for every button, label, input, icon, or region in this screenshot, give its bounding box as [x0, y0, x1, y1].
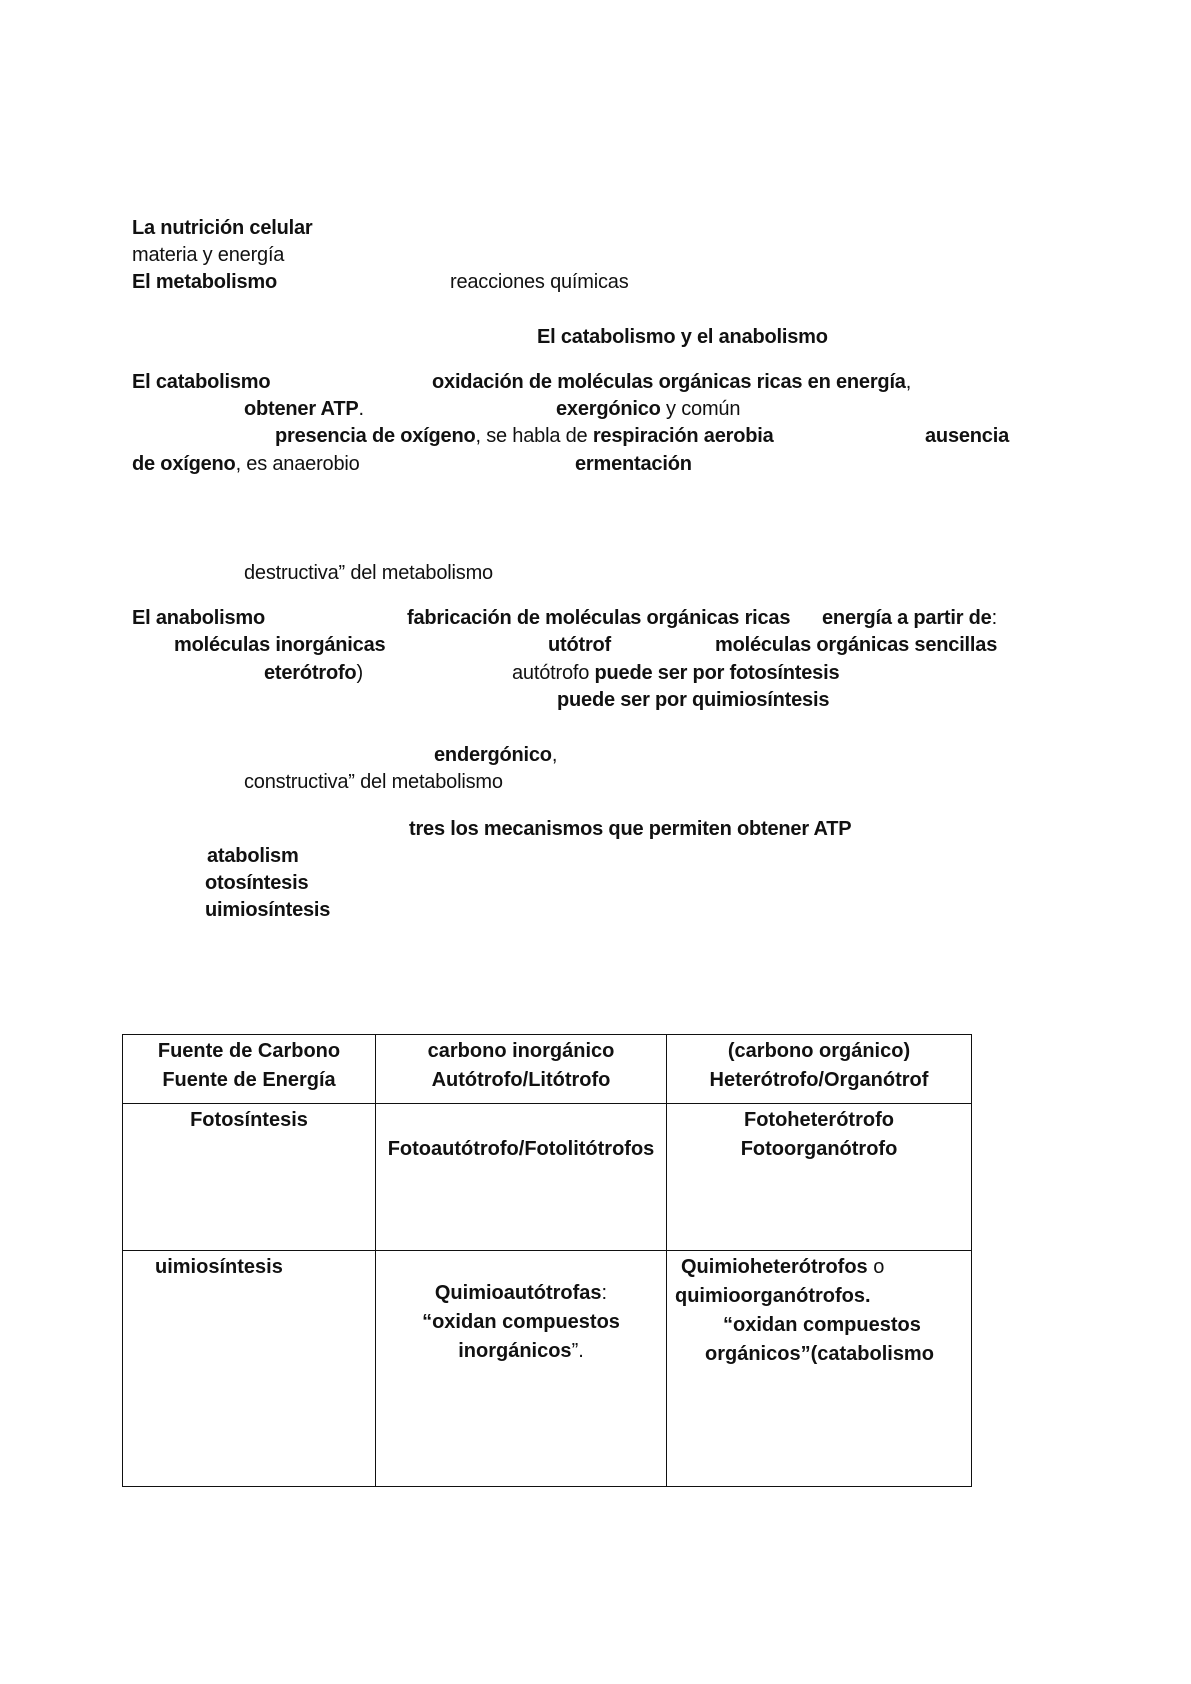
anabolismo-constructiva: constructiva” del metabolismo	[244, 771, 503, 793]
punct: )	[356, 662, 363, 684]
catabolismo-obtener-atp: obtener ATP	[244, 398, 359, 420]
heterotroph-label: Fotoheterótrofo	[744, 1109, 894, 1131]
anabolismo-heterotrofo	[264, 660, 363, 686]
catabolismo-fermentacion: ermentación	[575, 453, 692, 475]
text-materia-energia: materia y energía	[132, 244, 285, 266]
autotroph-desc-line	[384, 1337, 658, 1366]
cell-source-fotosintesis	[123, 1104, 376, 1251]
punct: :	[601, 1282, 608, 1304]
header-autotroph: Autótrofo/Litótrofo	[431, 1069, 611, 1091]
catabolismo-line1	[432, 369, 911, 395]
autotroph-label: Fotoautótrofo/Fotolitótrofos	[387, 1138, 655, 1160]
heterotroph-desc: “oxidan compuestos	[723, 1314, 921, 1336]
catabolismo-line2a	[244, 396, 364, 422]
cell-fotoheterotrofo	[667, 1104, 972, 1251]
anabolismo-moleculas-inorganicas: moléculas inorgánicas	[174, 634, 386, 656]
cell-quimioheterotrofos	[667, 1251, 972, 1487]
table-row	[123, 1251, 972, 1487]
table-header-row	[123, 1035, 972, 1104]
anabolismo-energia-partir	[822, 605, 997, 631]
anabolismo-moleculas-organicas: moléculas orgánicas sencillas	[715, 634, 998, 656]
cell-quimioautotrofas	[376, 1251, 667, 1487]
catabolismo-line2b	[556, 396, 740, 422]
heterotroph-or: o	[867, 1256, 885, 1278]
catabolismo-anaerobio: , es anaerobio	[235, 453, 360, 475]
source-label: Fotosíntesis	[190, 1109, 308, 1131]
table-row	[123, 1104, 972, 1251]
mechanism-item: atabolism	[207, 845, 299, 867]
punct: :	[991, 607, 997, 629]
header-heterotroph: Heterótrofo/Organótrof	[709, 1069, 929, 1091]
heterotroph-desc: quimioorganótrofos.	[675, 1285, 871, 1307]
anabolismo-energia-text: energía a partir de	[822, 607, 992, 629]
heterotroph-title: Quimioheterótrofos	[681, 1256, 868, 1278]
punct: ”.	[571, 1340, 584, 1362]
header-energy-source: Fuente de Energía	[162, 1069, 336, 1091]
mechanism-item: uimiosíntesis	[205, 899, 331, 921]
header-cell-sources	[123, 1035, 376, 1104]
anabolismo-autotrofo: autótrofo	[512, 662, 595, 684]
label-catabolismo: El catabolismo	[132, 371, 271, 393]
punct: .	[358, 398, 364, 420]
header-organic-carbon: (carbono orgánico)	[727, 1040, 911, 1062]
mechanism-item: otosíntesis	[205, 872, 309, 894]
heading-nutricion-celular: La nutrición celular	[132, 217, 313, 239]
autotroph-title-line	[384, 1279, 658, 1308]
punct: ,	[905, 371, 912, 393]
header-carbon-source: Fuente de Carbono	[157, 1040, 341, 1062]
anabolismo-fotosintesis: puede ser por fotosíntesis	[594, 662, 840, 684]
catabolismo-comun: y común	[660, 398, 741, 420]
cell-fotoautotrofo	[376, 1104, 667, 1251]
heterotroph-label: Fotoorganótrofo	[740, 1138, 898, 1160]
anabolismo-endergonico: endergónico	[434, 744, 552, 766]
header-inorganic-carbon: carbono inorgánico	[427, 1040, 615, 1062]
autotroph-desc: inorgánicos	[458, 1340, 572, 1362]
nutrition-table	[122, 1034, 972, 1487]
catabolismo-ausencia: ausencia	[925, 425, 1010, 447]
catabolismo-se-habla: , se habla de	[475, 425, 593, 447]
catabolismo-exergonico: exergónico	[556, 398, 661, 420]
anabolismo-fotosintesis-line	[512, 660, 839, 686]
header-cell-inorganic	[376, 1035, 667, 1104]
anabolismo-heterotrofo-text: eterótrofo	[264, 662, 357, 684]
catabolismo-presencia-oxigeno: presencia de oxígeno	[275, 425, 476, 447]
autotroph-desc: “oxidan compuestos	[422, 1311, 620, 1333]
cell-source-quimiosintesis	[123, 1251, 376, 1487]
mechanisms-title: tres los mecanismos que permiten obtener ATP	[409, 818, 852, 840]
text-reacciones-quimicas: reacciones químicas	[450, 271, 629, 293]
label-metabolismo: El metabolismo	[132, 271, 278, 293]
section-title: El catabolismo y el anabolismo	[537, 326, 828, 348]
header-cell-organic	[667, 1035, 972, 1104]
catabolismo-de-oxigeno: de oxígeno	[132, 453, 236, 475]
punct: ,	[551, 744, 558, 766]
anabolismo-autotrof: utótrof	[548, 634, 612, 656]
catabolismo-destructiva: destructiva” del metabolismo	[244, 562, 493, 584]
label-anabolismo: El anabolismo	[132, 607, 265, 629]
source-label: uimiosíntesis	[155, 1256, 283, 1278]
catabolismo-line3	[275, 423, 774, 449]
heterotroph-desc: orgánicos”(catabolismo	[705, 1343, 934, 1365]
catabolismo-respiracion-aerobia: respiración aerobia	[592, 425, 774, 447]
autotroph-title: Quimioautótrofas	[434, 1282, 602, 1304]
anabolismo-endergonico-line	[434, 742, 557, 768]
heterotroph-title-line	[675, 1253, 963, 1282]
anabolismo-quimiosintesis: puede ser por quimiosíntesis	[557, 689, 830, 711]
catabolismo-line4	[132, 451, 360, 477]
anabolismo-fabricacion: fabricación de moléculas orgánicas ricas	[407, 607, 791, 629]
catabolismo-oxidacion: oxidación de moléculas orgánicas ricas en energía	[432, 371, 906, 393]
